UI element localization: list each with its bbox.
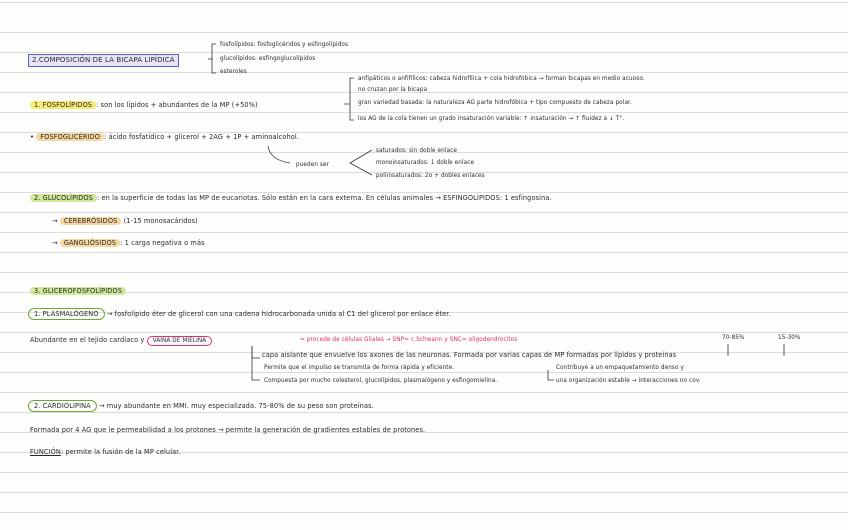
cardiolipina-formada: Formada por 4 AG que le permeabilidad a los protones → permite la generación de gradientes estables de protones.: [30, 426, 426, 434]
fosfolipidos-text: : son los lípidos + abundantes de la MP (+50%): [96, 101, 258, 109]
pct-lipidos: 70-85%: [722, 335, 745, 341]
contribuye-arrow-icon: [548, 370, 554, 380]
bullet-icon: •: [30, 133, 34, 141]
cerebrosidos-text: (1-15 monosacáridos): [123, 217, 198, 225]
funcion-text: : permite la fusión de la MP celular.: [60, 448, 181, 456]
organizacion-text: una organización estable → interacciones no cov.: [556, 378, 701, 384]
fosfolipido-prop: anfipáticos o anfifílicos: cabeza hidrofílica + cola hidrofóbica → forman bicapas en medio acuoso.: [358, 76, 645, 82]
arrow-icon: →: [52, 217, 58, 225]
gangliosidos-text: : 1 carga negativa o más: [120, 239, 205, 247]
fosfoglicerido-type: poliinsaturados: 2o + dobles enlaces: [376, 173, 485, 179]
gangliosidos-label: GANGLIÓSIDOS: [60, 239, 120, 247]
header-branch-esteroles: esteroles: [220, 69, 247, 75]
plasmalogeno-text: → fosfolípido éter de glicerol con una cadena hidrocarbonada unida al C1 del glicerol por enlace éter.: [106, 310, 451, 318]
fosfolipido-prop: gran variedad basada: la naturaleza AG parte hidrofóbica + tipo compuesto de cabeza polar.: [358, 100, 632, 106]
curved-arrow-icon: [268, 146, 290, 163]
header-branch-glucolipidos: glucolípidos: esfingoglucolípidos: [220, 56, 316, 62]
cerebrosidos-label: CEREBRÓSIDOS: [60, 217, 122, 225]
permite-text: Permite que el impulso se transmita de forma rápida y eficiente.: [264, 365, 455, 371]
cardiolipina-label: 2. CARDIOLIPINA: [28, 400, 97, 412]
fosfolipidos-brace-icon: [344, 78, 354, 120]
fosfolipido-prop: no cruzan por la bicapa: [358, 87, 428, 93]
fosfoglicerido-type: saturados: sin doble enlace: [376, 148, 457, 154]
vaina-arrow-icon: [252, 346, 260, 358]
section-title: 2.COMPOSICIÓN DE LA BICAPA LIPÍDICA: [28, 54, 179, 67]
capa-text: capa aislante que envuelve los axones de las neuronas. Formada por varias capas de MP formadas por lípidos y proteínas: [262, 351, 677, 359]
fosfoglicerido-type: monoinsaturados: 1 doble enlace: [376, 160, 475, 166]
pct-proteinas: 15-30%: [778, 335, 801, 341]
glucolipidos-text: : en la superficie de todas las MP de eucariotas. Sólo están en la cara externa. En células animales → ESFINGOLÍPIDOS: 1 esfingosina.: [96, 194, 552, 202]
glucolipidos-label: 2. GLUCOLÍPIDOS: [30, 194, 97, 202]
funcion-label: FUNCIÓN: [30, 448, 61, 456]
header-branch-fosfolipidos: fosfolípidos: fosfoglicéridos y esfingolípidos: [220, 42, 349, 48]
cardiolipina-text: → muy abundante en MMI. muy especializada. 75-80% de su peso son proteínas.: [98, 402, 374, 410]
vaina-mielina-label: VAINA DE MIELINA: [147, 336, 213, 346]
fosfolipido-prop: los AG de la cola tienen un grado insaturación variable: ↑ insaturación → ↑ fluidez a ↓ T°.: [358, 116, 625, 122]
fosfoglicerido-text: : ácido fosfatídico + glicerol + 2AG + 1P + aminoalcohol.: [104, 133, 300, 141]
contribuye-text: Contribuye a un empaquetamiento denso y: [556, 365, 684, 371]
pueden-ser-label: pueden ser: [296, 162, 330, 168]
fork-icon: [350, 150, 372, 175]
fosfoglicerido-label: FOSFOGLICÉRIDO: [36, 133, 104, 141]
plasmalogeno-label: 1. PLASMALÓGENO: [28, 308, 105, 320]
arrow-icon: →: [52, 239, 58, 247]
compuesta-text: Compuesta por mucho colesterol, glucolípidos, plasmalógeno y esfingomielina.: [264, 378, 498, 384]
red-note: = procede de células Gliales → SNP= c.Schwann y SNC= oligodendrocitos: [300, 337, 518, 343]
header-brace-icon: [208, 44, 216, 73]
glicerofosfolipidos-label: 3. GLICEROFOSFOLÍPIDOS: [30, 287, 126, 295]
abundante-text: Abundante en el tejido cardíaco y: [30, 336, 145, 344]
fosfolipidos-label: 1. FOSFOLÍPIDOS: [30, 101, 96, 109]
